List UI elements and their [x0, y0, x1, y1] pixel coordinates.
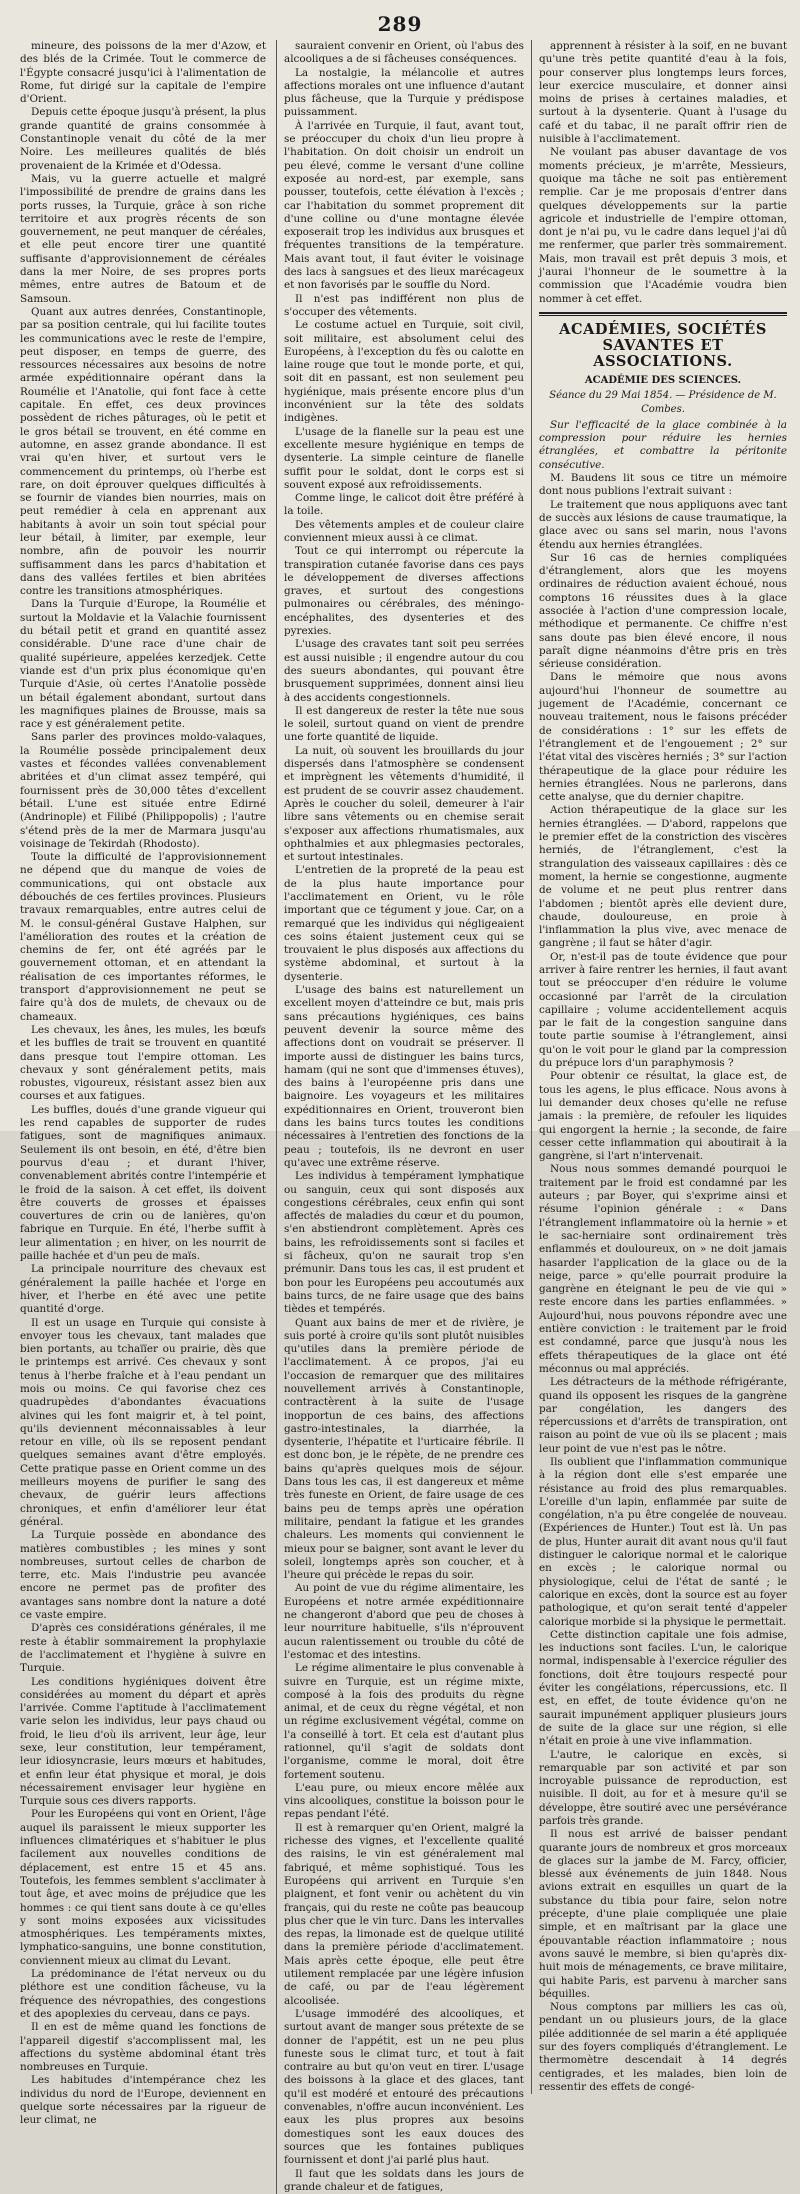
paragraph: L'entretien de la propreté de la peau est de la plus haute importance pour l'acclimatement en Orient, vu le rôle important que ce tégument y joue. Car, on a remarqué que les individus qui négligeaient ces soins étaient justement ceux qui se trouvaient le plus disposés aux affections du système abdominal, et surtout à la dysenterie.	[284, 864, 524, 984]
paragraph: Quant aux bains de mer et de rivière, je suis porté à croire qu'ils sont plutôt nuisibles qu'utiles dans la première période de l'acclimatement. À ce propos, j'ai eu l'occasion de remarquer que des militaires nouvellement arrivés à Constantinople, contractèrent à la suite de l'usage inopportun de ces bains, des affections gastro-intestinales, la diarrhée, la dysenterie, l'hépatite et l'urticaire fébrile. Il est donc bon, je le répète, de ne prendre ces bains qu'après quelques mois de séjour. Dans tous les cas, il est dangereux et même très funeste en Orient, de faire usage de ces bains peu de temps après une opération militaire, pendant la fatigue et les grandes chaleurs. Les moments qui conviennent le mieux pour se baigner, sont avant le lever du soleil, longtemps après son coucher, et à l'heure qui précède le repas du soir.	[284, 1317, 524, 1583]
paragraph: D'après ces considérations générales, il me reste à établir sommairement la prophylaxie de l'acclimatement et l'hygiène à suivre en Turquie.	[20, 1622, 266, 1675]
paragraph: L'usage de la flanelle sur la peau est une excellente mesure hygiénique en temps de dysenterie. La simple ceinture de flanelle suffit pour le soldat, dont le corps est si souvent exposé aux refroidissements.	[284, 426, 524, 492]
section-divider-top	[539, 312, 787, 314]
paragraph: Sans parler des provinces moldo-valaques, la Roumélie possède principalement deux vastes et fécondes vallées convenablement abritées et d'un climat assez tempéré, qui fournissent près de 30,000 têtes d'excellent bétail. L'une est située entre Edirné (Andrinople) et Filibé (Philippopolis) ; l'autre s'étend près de la mer de Marmara jusqu'au voisinage de Tekirdah (Rhodosto).	[20, 731, 266, 851]
paragraph: Mais, vu la guerre actuelle et malgré l'impossibilité de prendre de grains dans les ports russes, la Turquie, grâce à son riche territoire et aux progrès récents de son gouvernement, ne peut manquer de céréales, et elle peut encore tirer une quantité suffisante d'approvisionnement de céréales dans la mer Noire, de ses propres ports mêmes, entre autres de Batoum et de Samsoun.	[20, 173, 266, 306]
page-number: 289	[0, 12, 800, 36]
paragraph: mineure, des poissons de la mer d'Azow, et des blés de la Crimée. Tout le commerce de l'Égypte consacré jusqu'ici à l'alimentation de Rome, fut dirigé sur la capitale de l'empire d'Orient.	[20, 40, 266, 106]
section-title: ACADÉMIES, SOCIÉTÉS SAVANTES ET ASSOCIATIONS.	[539, 322, 787, 370]
paragraph: Les conditions hygiéniques doivent être considérées au moment du départ et après l'arrivée. Comme l'aptitude à l'acclimatement varie selon les individus, leur pays chaud ou froid, le lieu d'où ils arrivent, leur âge, leur sexe, leur constitution, leur tempérament, leur idiosyncrasie, leurs mœurs et habitudes, et enfin leur état physique et moral, je dois nécessairement envisager leur hygiène en Turquie sous ces divers rapports.	[20, 1676, 266, 1809]
paragraph: Tout ce qui interrompt ou répercute la transpiration cutanée favorise dans ces pays le développement de diverses affections graves, et surtout des congestions pulmonaires ou cérébrales, des méningo-encéphalites, des dysenteries et des pyrexies.	[284, 545, 524, 638]
paragraph: L'usage des bains est naturellement un excellent moyen d'atteindre ce but, mais pris sans précautions hygiéniques, ces bains peuvent devenir la source même des affections dont on voudrait se préserver. Il importe aussi de distinguer les bains turcs, hamam (qui ne sont que d'immenses étuves), des bains à l'européenne pris dans une baignoire. Les voyageurs et les militaires expéditionnaires en Orient, trouveront bien dans les bains turcs toutes les conditions nécessaires à l'entretien des fonctions de la peau ; toutefois, ils ne devront en user qu'avec une extrême réserve.	[284, 984, 524, 1170]
column-3-article-body	[539, 499, 787, 2095]
author-line: M. Baudens lit sous ce titre un mémoire dont nous publions l'extrait suivant :	[539, 472, 787, 499]
column-3-closing-text	[539, 40, 787, 306]
paragraph: Comme linge, le calicot doit être préféré à la toile.	[284, 492, 524, 519]
meeting-line: Séance du 29 Mai 1854. — Présidence de M. Combes.	[539, 389, 787, 416]
paragraph: sauraient convenir en Orient, où l'abus des alcooliques a de si fâcheuses conséquences.	[284, 40, 524, 67]
column-1	[20, 40, 266, 2128]
paragraph: Nous nous sommes demandé pourquoi le traitement par le froid est condamné par les auteurs ; par Boyer, qui s'exprime ainsi et résume l'opinion générale : « Dans l'étranglement inflammatoire où la hernie » et le sac-herniaire sont ordinairement très enflammés et douloureux, on » ne doit jamais hasarder l'application de la glace ou de la neige, parce » qu'elle pourrait produire la gangrène en éteignant le peu de vie qui » reste encore dans les parties enflammées. » Aujourd'hui, nous pouvons répondre avec une entière conviction : le traitement par le froid est condamné, parce que jusqu'à nous les effets thérapeutiques de la glace ont été méconnus ou mal appréciés.	[539, 1163, 787, 1376]
paragraph: Il n'est pas indifférent non plus de s'occuper des vêtements.	[284, 293, 524, 320]
paragraph: La prédominance de l'état nerveux ou du pléthore est une condition fâcheuse, vu la fréquence des névropathies, des congestions et des apoplexies du cerveau, dans ce pays.	[20, 1968, 266, 2021]
paragraph: L'eau pure, ou mieux encore mêlée aux vins alcooliques, constitue la boisson pour le repas pendant l'été.	[284, 1782, 524, 1822]
paragraph: L'usage des cravates tant soit peu serrées est aussi nuisible ; il engendre autour du cou des sueurs abondantes, qui pouvant être brusquement supprimées, donnent ainsi lieu à des accidents congestionnels.	[284, 638, 524, 704]
paragraph: apprennent à résister à la soif, en ne buvant qu'une très petite quantité d'eau à la fois, pour conserver plus longtemps leurs forces, leur exercice musculaire, et donner ainsi moins de prises à certaines maladies, et surtout à la dysenterie. Quant à l'usage du café et du tabac, il ne paraît offrir rien de nuisible à l'acclimatement.	[539, 40, 787, 146]
paragraph: La nostalgie, la mélancolie et autres affections morales ont une influence d'autant plus fâcheuse, que la Turquie y prédispose puissamment.	[284, 67, 524, 120]
paragraph: Il faut que les soldats dans les jours de grande chaleur et de fatigues,	[284, 2168, 524, 2194]
section-divider-bottom	[539, 315, 787, 316]
paragraph: Cette distinction capitale une fois admise, les inductions sont faciles. L'un, le calorique normal, indispensable à l'exercice régulier des fonctions, doit être toujours respecté pour éviter les congélations, répercussions, etc. Il est, en effet, de toute évidence qu'on ne saurait impunément appliquer plusieurs jours de suite de la glace sur une région, si elle n'était en proie à une vive inflammation.	[539, 1629, 787, 1749]
paragraph: Le régime alimentaire le plus convenable à suivre en Turquie, est un régime mixte, composé à la fois des produits du règne animal, et de ceux du règne végétal, et non un régime exclusivement végétal, comme on l'a conseillé à tort. Et cela est d'autant plus rationnel, qu'il s'agit de soldats dont l'organisme, comme le moral, doit être fortement soutenu.	[284, 1662, 524, 1782]
paragraph: Le traitement que nous appliquons avec tant de succès aux lésions de cause traumatique, la glace avec ou sans sel marin, nous l'avons étendu aux hernies étranglées.	[539, 499, 787, 552]
paragraph: Au point de vue du régime alimentaire, les Européens et notre armée expéditionnaire ne changeront d'abord que peu de choses à leur nourriture habituelle, s'ils n'éprouvent aucun ralentissement ou trouble du côté de l'estomac et des intestins.	[284, 1582, 524, 1662]
paragraph: Les individus à tempérament lymphatique ou sanguin, ceux qui sont disposés aux congestions cérébrales, ceux enfin qui sont affectés de maladies du cœur et du poumon, s'en abstiendront complètement. Après ces bains, les refroidissements sont si faciles et si fâcheux, qu'on ne saurait trop s'en prémunir. Dans tous les cas, il est prudent et bon pour les Européens peu accoutumés aux bains turcs, de ne faire usage que des bains tièdes et tempérés.	[284, 1170, 524, 1316]
paragraph: L'usage immodéré des alcooliques, et surtout avant de manger sous prétexte de se donner de l'appétit, est un ne peu plus funeste sous le climat turc, et tout à fait contraire au but qu'on veut en tirer. L'usage des boissons à la glace et des glaces, tant qu'il est modéré et entouré des précautions convenables, n'offre aucun inconvénient. Les eaux les plus propres aux besoins domestiques sont les eaux douces des sources que les fontaines publiques fournissent et dont j'ai parlé plus haut.	[284, 2008, 524, 2168]
paragraph: Or, n'est-il pas de toute évidence que pour arriver à faire rentrer les hernies, il faut avant tout se préoccuper d'en réduire le volume occasionné par l'arrêt de la circulation capillaire ; volume accidentellement acquis par le fait de la congestion sanguine dans toute partie soumise à l'étranglement, ainsi qu'on le voit pour le gland par la compression du prépuce lors d'un paraphymosis ?	[539, 951, 787, 1071]
paragraph: Il en est de même quand les fonctions de l'appareil digestif s'accomplissent mal, les affections du système abdominal étant très nombreuses en Turquie.	[20, 2021, 266, 2074]
paragraph: Pour les Européens qui vont en Orient, l'âge auquel ils paraissent le mieux supporter les influences climatériques et s'habituer le plus facilement aux nouvelles conditions de déplacement, est entre 15 et 45 ans. Toutefois, les femmes semblent s'acclimater à tout âge, et avec moins de préjudice que les hommes : ce qui tient sans doute à ce qu'elles y sont moins exposées aux vicissitudes atmosphériques. Les tempéraments mixtes, lymphatico-sanguins, une bonne constitution, conviennent mieux au climat du Levant.	[20, 1808, 266, 1968]
paragraph: Les buffles, doués d'une grande vigueur qui les rend capables de supporter de rudes fatigues, sont de magnifiques animaux. Seulement ils ont besoin, en été, d'être bien pourvus d'eau ; et durant l'hiver, convenablement abrités contre l'intempérie et le froid de la saison. À cet effet, ils doivent être couverts de grosses et épaisses couvertures de crin ou de lanières, qu'on fabrique en Turquie. En été, l'herbe suffit à leur alimentation ; en hiver, on les nourrit de paille hachée et d'un peu de maïs.	[20, 1104, 266, 1264]
paragraph: Ils oublient que l'inflammation communique à la région dont elle s'est emparée une résistance au froid des plus remarquables. L'oreille d'un lapin, enflammée par suite de congélation, n'a pu être congelée de nouveau. (Expériences de Hunter.) Tout est là. Un pas de plus, Hunter aurait dit avant nous qu'il faut distinguer le calorique normal et le calorique en excès ; le calorique normal ou physiologique, celui de l'état de santé ; le calorique en excès, dont la source est au foyer pathologique, et qu'on serait tenté d'appeler calorique morbide si la physique le permettait.	[539, 1456, 787, 1629]
paragraph: Les chevaux, les ânes, les mules, les bœufs et les buffles de trait se trouvent en quantité dans presque tout l'empire ottoman. Les chevaux y sont généralement petits, mais robustes, vigoureux, résistant assez bien aux courses et aux fatigues.	[20, 1024, 266, 1104]
paragraph: La nuit, où souvent les brouillards du jour dispersés dans l'atmosphère se condensent et imprègnent les vêtements d'humidité, il est prudent de se couvrir assez chaudement. Après le coucher du soleil, demeurer à l'air libre sans vêtements ou en chemise serait s'exposer aux affections rhumatismales, aux ophthalmies et aux phlegmasies pectorales, et surtout intestinales.	[284, 745, 524, 865]
paragraph: Ne voulant pas abuser davantage de vos moments précieux, je m'arrête, Messieurs, quoique ma tâche ne soit pas entièrement remplie. Car je me proposais d'entrer dans quelques développements sur la partie agricole et industrielle de l'empire ottoman, dont je n'ai pu, vu le cadre dans lequel j'ai dû me renfermer, que parler très sommairement. Mais, mon travail est prêt depuis 3 mois, et j'aurai l'honneur de le soumettre à la commission que l'Académie voudra bien nommer à cet effet.	[539, 146, 787, 306]
column-3	[531, 40, 787, 2094]
paragraph: Les habitudes d'intempérance chez les individus du nord de l'Europe, deviennent en quelque sorte nécessaires par la rigueur de leur climat, ne	[20, 2074, 266, 2127]
paragraph: Il nous est arrivé de baisser pendant quarante jours de nombreux et gros morceaux de glaces sur la jambe de M. Farcy, officier, blessé aux événements de juin 1848. Nous avions extrait en esquilles un quart de la substance du tibia pour faire, selon notre précepte, d'une plaie compliquée une plaie simple, et en maîtrisant par la glace une épouvantable réaction inflammatoire ; nous avons sauvé le membre, si bien qu'après dix-huit mois de ménagements, ce brave militaire, qui habite Paris, est parvenu à marcher sans béquilles.	[539, 1828, 787, 2001]
paragraph: Dans le mémoire que nous avons aujourd'hui l'honneur de soumettre au jugement de l'Académie, concernant ce nouveau traitement, nous le faisons précéder de considérations : 1° sur les effets de l'étranglement et de l'engouement ; 2° sur l'état vital des viscères herniés ; 3° sur l'action thérapeutique de la glace pour réduire les hernies étranglées. Nous ne parlerons, dans cette analyse, que du dernier chapitre.	[539, 671, 787, 804]
paragraph: Dans la Turquie d'Europe, la Roumélie et surtout la Moldavie et la Valachie fournissent du bétail petit et grand en quantité assez considérable. D'une race d'une chair de qualité supérieure, appelées kerzedjek. Cette viande est d'un prix plus économique qu'en Turquie d'Asie, où certes l'Anatolie possède un bétail également abondant, surtout dans les magnifiques plaines de Brousse, mais sa race y est généralement petite.	[20, 598, 266, 731]
paragraph: Les détracteurs de la méthode réfrigérante, quand ils opposent les risques de la gangrène par congélation, les dangers des répercussions et d'arrêts de transpiration, ont raison au point de vue où ils se placent ; mais leur point de vue n'est pas le nôtre.	[539, 1376, 787, 1456]
paragraph: Quant aux autres denrées, Constantinople, par sa position centrale, qui lui facilite toutes les communications avec le reste de l'empire, peut disposer, en temps de guerre, des ressources nécessaires aux besoins de notre armée expéditionnaire opérant dans la Roumélie et l'Anatolie, qui font face à cette capitale. En effet, ces deux provinces possèdent de riches pâturages, où le petit et le gros bétail se trouvent, en été comme en automne, en assez grande abondance. Il est vrai qu'en hiver, et surtout vers le commencement du printemps, où l'herbe est rare, on doit éprouver quelques difficultés à se fournir de viandes bien nourries, mais on peut remédier à cela en apprenant aux habitants à avoir un soin tout spécial pour leur bétail, à limiter, par exemple, leur nombre, afin de pouvoir les nourrir suffisamment dans les parcs d'habitation et dans des vallées fertiles et bien abritées contre les transitions atmosphériques.	[20, 306, 266, 599]
paragraph: Le costume actuel en Turquie, soit civil, soit militaire, est absolument celui des Européens, à l'exception du fès ou calotte en laine rouge que tout le monde porte, et qui, soit dit en passant, est non seulement peu hygiénique, mais présente encore plus d'un inconvénient sur la tête des soldats indigènes.	[284, 319, 524, 425]
paragraph: Nous comptons par milliers les cas où, pendant un ou plusieurs jours, de la glace pilée additionnée de sel marin a été appliquée sur des foyers compliqués d'étranglement. Le thermomètre descendait à 14 degrés centigrades, et les malades, bien loin de ressentir des effets de congé-	[539, 2001, 787, 2094]
paragraph: Il est un usage en Turquie qui consiste à envoyer tous les chevaux, tant malades que bien portants, au tchaïïer ou prairie, dès que le printemps est arrivé. Ces chevaux y sont tenus à l'herbe fraîche et à l'eau pendant un mois ou moins. Ce qui favorise chez ces quadrupèdes d'abondantes évacuations alvines qui les font maigrir et, à tel point, qu'ils deviennent méconnaissables à leur retour en ville, où ils se reposent pendant quelques semaines avant d'être employés. Cette pratique passe en Orient comme un des meilleurs moyens de purifier le sang des chevaux, de guérir leurs affections chroniques, et enfin d'améliorer leur état général.	[20, 1317, 266, 1530]
paragraph: Il est dangereux de rester la tête nue sous le soleil, surtout quand on vient de prendre une forte quantité de liquide.	[284, 705, 524, 745]
paragraph: À l'arrivée en Turquie, il faut, avant tout, se préoccuper du choix d'un lieu propre à l'habitation. On doit choisir un endroit un peu élevé, comme le versant d'une colline exposée au nord-est, par exemple, sans pousser, toutefois, cette élévation à l'excès ; car l'habitation du sommet proprement dit d'une colline ou d'une montagne élevée exposerait trop les individus aux brusques et fréquentes transitions de la température. Mais avant tout, il faut éviter le voisinage des lacs à sangsues et des lieux marécageux et non favorisés par le souffle du Nord.	[284, 120, 524, 293]
article-title: Sur l'efficacité de la glace combinée à la compression pour réduire les hernies étranglées, et combattre la péritonite consécutive.	[539, 419, 787, 472]
paragraph: La principale nourriture des chevaux est généralement la paille hachée et l'orge en hiver, et l'herbe en été avec une petite quantité d'orge.	[20, 1263, 266, 1316]
paragraph: Il est à remarquer qu'en Orient, malgré la richesse des vignes, et l'excellente qualité des raisins, le vin est généralement mal fabriqué, et même sophistiqué. Tous les Européens qui arrivent en Turquie s'en plaignent, et font venir ou achètent du vin français, qui du reste ne coûte pas beaucoup plus cher que le vin turc. Dans les intervalles des repas, la limonade est de quelque utilité dans la première période d'acclimatement. Mais après cette époque, elle peut être utilement remplacée par une légère infusion de café, ou par de l'eau légèrement alcoolisée.	[284, 1822, 524, 2008]
academy-title: ACADÉMIE DES SCIENCES.	[539, 374, 787, 387]
paragraph: La Turquie possède en abondance des matières combustibles ; les mines y sont nombreuses, surtout celles de charbon de terre, etc. Mais l'industrie peu avancée encore ne permet pas de profiter des avantages sans nombre dont la nature a doté ce vaste empire.	[20, 1529, 266, 1622]
paragraph: Pour obtenir ce résultat, la glace est, de tous les agens, le plus efficace. Nous avons à lui demander deux choses qu'elle ne refuse jamais : la première, de refouler les liquides qui engorgent la hernie ; la seconde, de faire cesser cette inflammation qui aboutirait à la gangrène, si l'art n'intervenait.	[539, 1070, 787, 1163]
paragraph: Depuis cette époque jusqu'à présent, la plus grande quantité de grains consommée à Constantinople venait du côté de la mer Noire. Les meilleures qualités de blés provenaient de la Krimée et d'Odessa.	[20, 106, 266, 172]
paragraph: Des vêtements amples et de couleur claire conviennent mieux aussi à ce climat.	[284, 519, 524, 546]
paragraph: Toute la difficulté de l'approvisionnement ne dépend que du manque de voies de communications, qui ont obstacle aux débouchés de ces fertiles provinces. Plusieurs travaux remarquables, entre autres celui de M. le consul-général Gustave Halphen, sur l'amélioration des routes et la création de chemins de fer, ont été agréés par le gouvernement ottoman, et en attendant la réalisation de ces importantes réformes, le transport d'approvisionnement ne peut se faire qu'à dos de mulets, de chevaux ou de chameaux.	[20, 851, 266, 1024]
paragraph: Action thérapeutique de la glace sur les hernies étranglées. — D'abord, rappelons que le premier effet de la constriction des viscères herniés, de l'étranglement, c'est la strangulation des vaisseaux capillaires : dès ce moment, la hernie se congestionne, augmente de volume et ne peut plus rentrer dans l'abdomen ; bientôt après elle devient dure, chaude, douloureuse, en proie à l'inflammation la plus vive, avec menace de gangrène ; il faut se hâter d'agir.	[539, 804, 787, 950]
paragraph: L'autre, le calorique en excès, si remarquable par son activité et par son incroyable puissance de reproduction, est nuisible. Il doit, au for et à mesure qu'il se développe, être soutiré avec une persévérance parfois très grande.	[539, 1749, 787, 1829]
paragraph: Sur 16 cas de hernies compliquées d'étranglement, alors que les moyens ordinaires de réduction avaient échoué, nous comptons 16 réussites dues à la glace associée à l'action d'une compression locale, méthodique et permanente. Ce chiffre n'est sans doute pas bien élevé encore, il nous paraît digne néanmoins d'être pris en très sérieuse considération.	[539, 552, 787, 672]
column-2	[276, 40, 524, 2194]
